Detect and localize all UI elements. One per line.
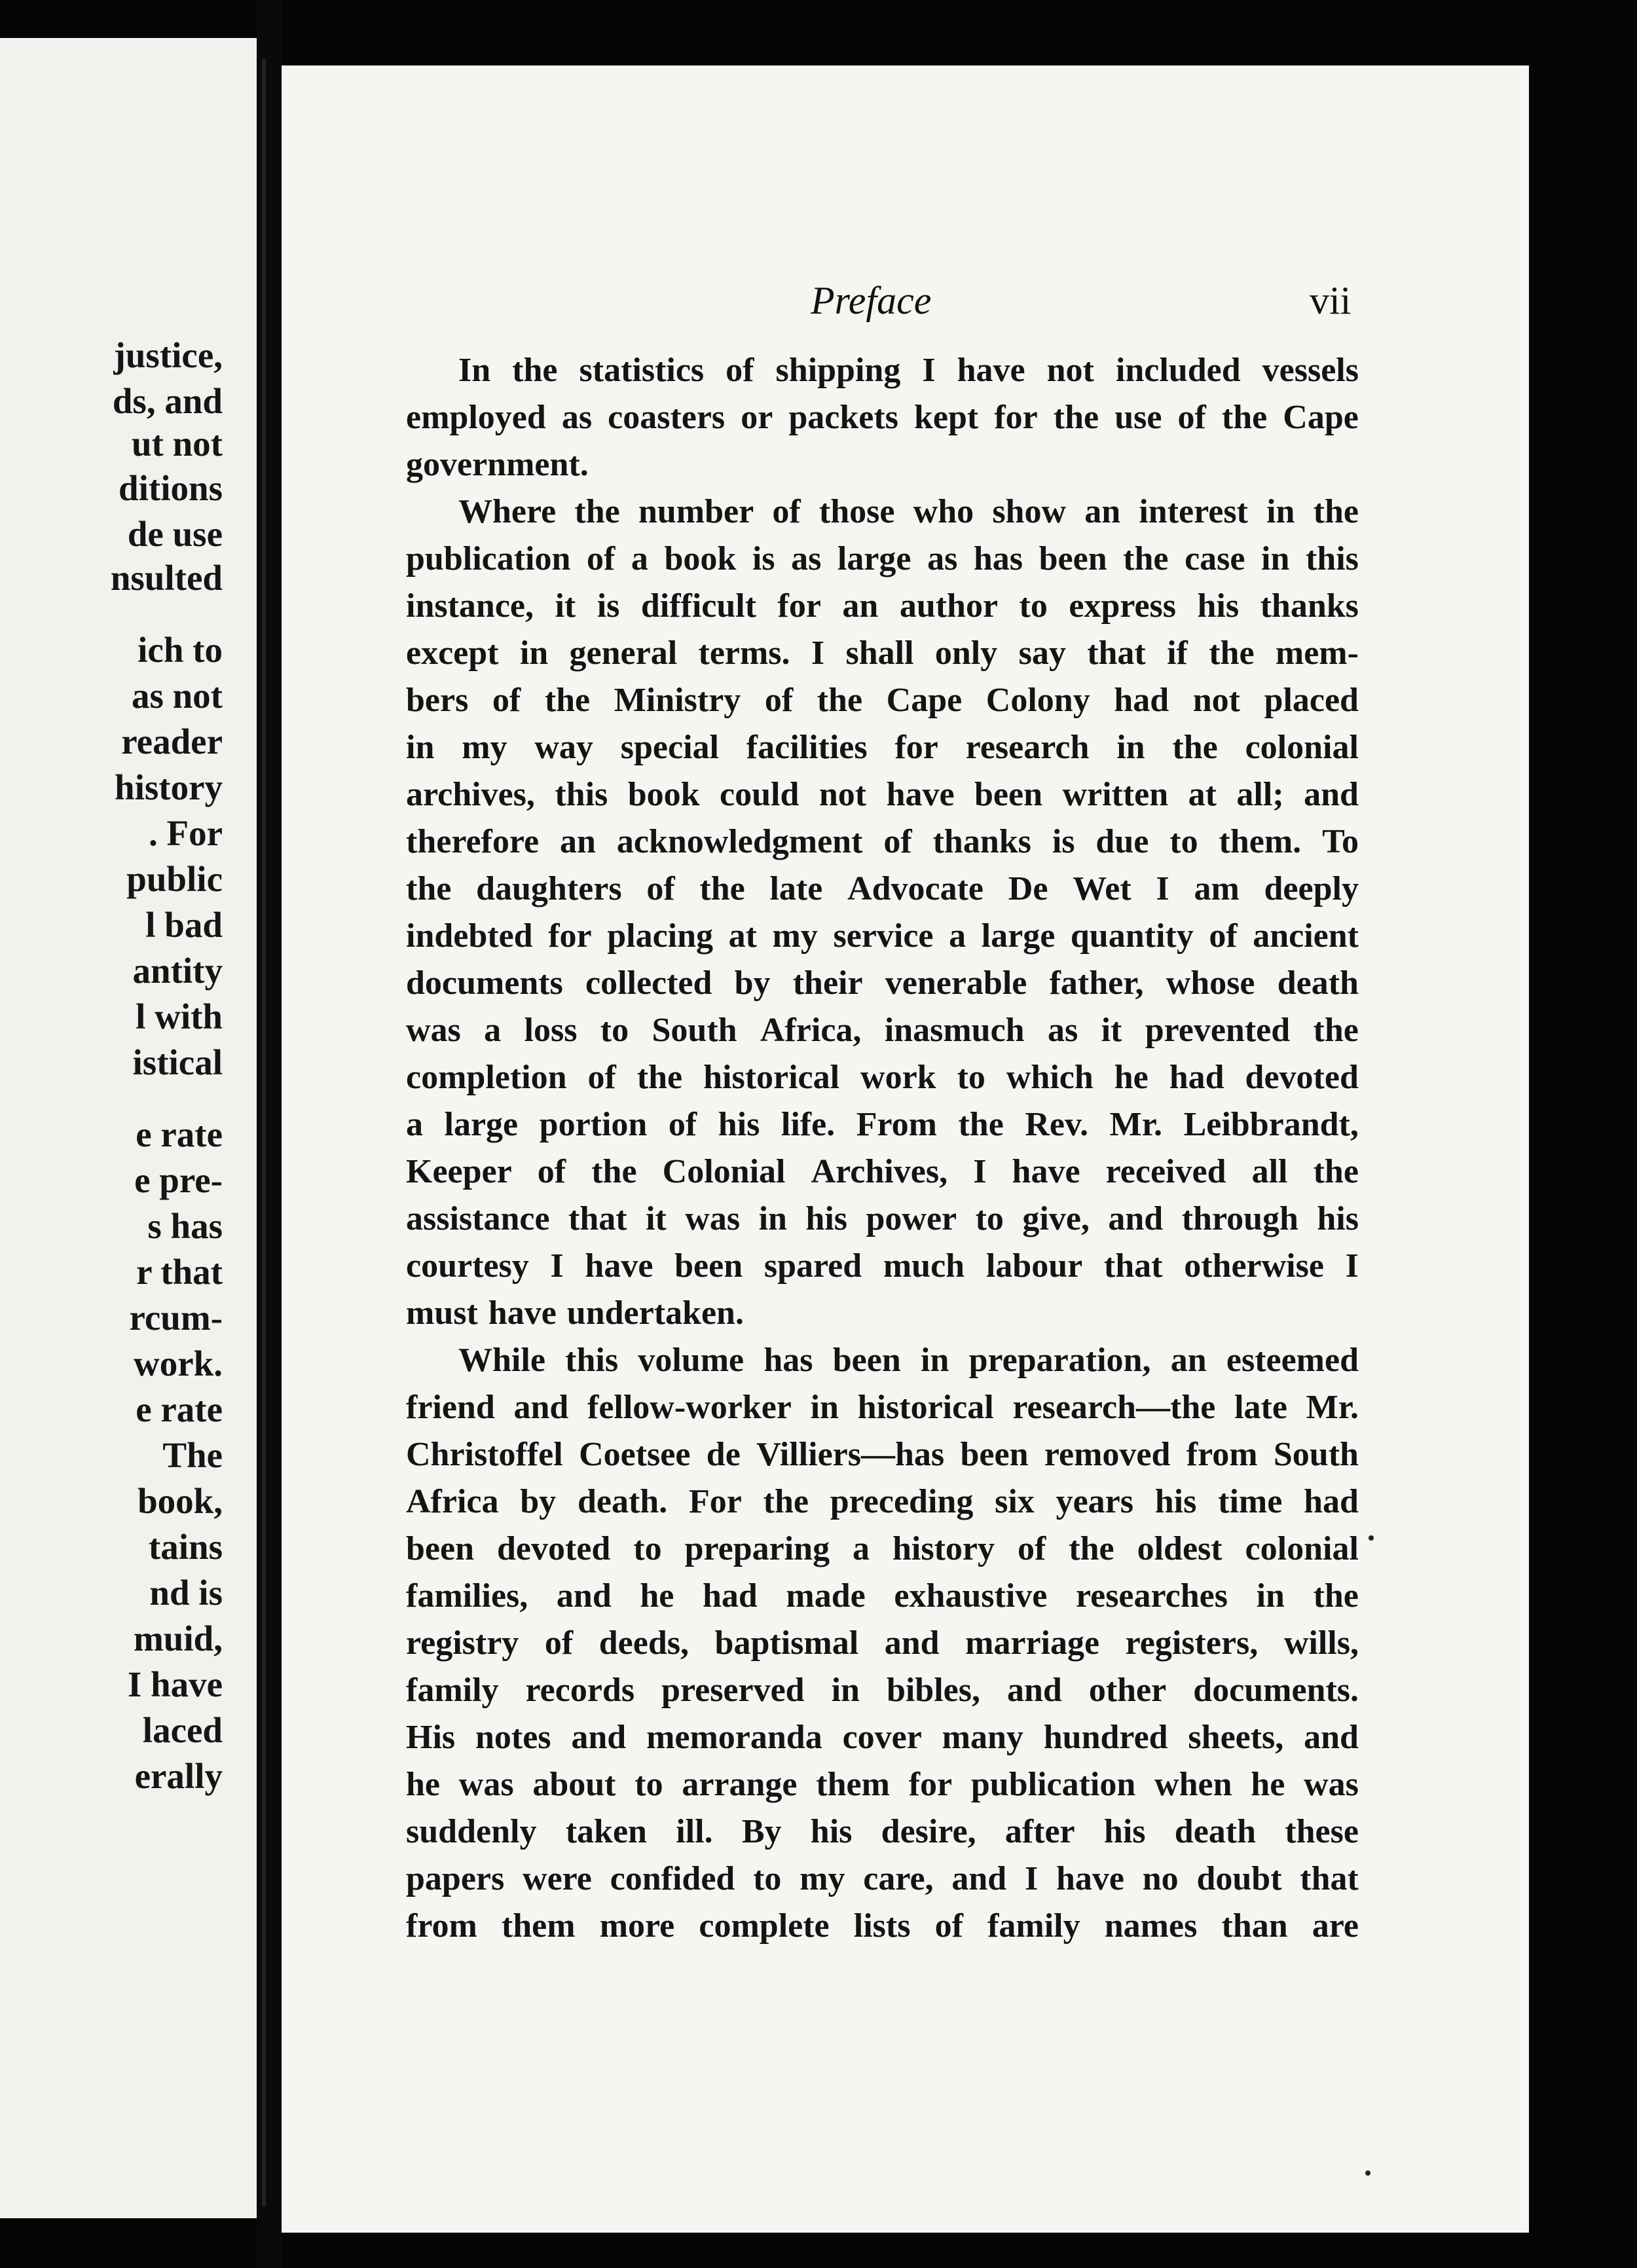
left-page-line: ich to (138, 630, 223, 670)
left-page-line: nsulted (110, 558, 223, 598)
text-line: friend and fellow-worker in historical research—the late Mr. (406, 1389, 1359, 1426)
left-page-line: reader (121, 722, 223, 761)
left-page-line: r that (136, 1252, 223, 1292)
left-page-line: ut not (131, 424, 223, 464)
book-gutter (257, 0, 282, 2268)
main-page (282, 65, 1529, 2233)
left-page-line: de use (127, 514, 223, 554)
paragraph (406, 347, 1359, 488)
text-line: publication of a book is as large as has been the case in this (406, 540, 1359, 577)
text-line: In the statistics of shipping I have not included vessels (458, 352, 1359, 389)
body-text (406, 347, 1359, 1950)
print-speck (1369, 1535, 1374, 1541)
text-line: from them more complete lists of family names than are (406, 1907, 1359, 1945)
text-line: courtesy I have been spared much labour that otherwise I (406, 1247, 1359, 1285)
gutter-edge (262, 59, 266, 2206)
text-line: instance, it is difficult for an author to express his thanks (406, 587, 1359, 625)
left-page-line: work. (134, 1344, 223, 1383)
left-page-line: . For (148, 813, 223, 853)
left-page-line: muid, (133, 1619, 223, 1658)
text-line: a large portion of his life. From the Rev. Mr. Leibbrandt, (406, 1106, 1359, 1143)
text-line: completion of the historical work to which he had devoted (406, 1059, 1359, 1096)
text-line: bers of the Ministry of the Cape Colony had not placed (406, 682, 1359, 719)
left-page-line: erally (134, 1756, 223, 1796)
left-page-line: l bad (145, 905, 223, 945)
print-speck (1365, 2170, 1370, 2176)
left-page-line: justice, (113, 335, 223, 375)
left-page-line: antity (132, 951, 223, 991)
left-page-line: nd is (149, 1573, 223, 1613)
left-page-line: history (115, 767, 223, 807)
text-line: families, and he had made exhaustive researches in the (406, 1577, 1359, 1615)
left-page-line: ds, and (112, 381, 223, 421)
left-page-line: rcum- (129, 1298, 223, 1338)
text-line: assistance that it was in his power to give, and through his (406, 1200, 1359, 1237)
text-line: While this volume has been in preparation, an esteemed (458, 1342, 1359, 1379)
text-line: papers were confided to my care, and I have no doubt that (406, 1860, 1359, 1897)
text-line: therefore an acknowledgment of thanks is due to them. To (406, 823, 1359, 860)
left-page-line: The (162, 1435, 223, 1475)
text-line: government. (406, 446, 589, 483)
left-page-line: e rate (136, 1114, 223, 1154)
page-number: vii (1310, 279, 1352, 322)
text-line: was a loss to South Africa, inasmuch as it prevented the (406, 1012, 1359, 1049)
left-page-text (0, 38, 223, 2218)
text-line: in my way special facilities for research in the colonial (406, 729, 1359, 766)
left-page-line: book, (138, 1481, 223, 1521)
left-page-line: e pre- (134, 1160, 223, 1200)
left-facing-page (0, 38, 257, 2218)
text-line: except in general terms. I shall only say that if the mem- (406, 634, 1359, 672)
left-page-line: istical (132, 1042, 223, 1082)
text-line: documents collected by their venerable father, whose death (406, 964, 1359, 1002)
text-line: employed as coasters or packets kept for the use of the Cape (406, 399, 1359, 436)
left-page-line: laced (142, 1710, 223, 1750)
left-page-line: e rate (136, 1389, 223, 1429)
paragraph (406, 1337, 1359, 1950)
left-page-line: l with (136, 997, 223, 1036)
text-line: must have undertaken. (406, 1294, 744, 1332)
text-line: Africa by death. For the preceding six years his time had (406, 1483, 1359, 1520)
text-line: been devoted to preparing a history of the oldest colonial (406, 1530, 1359, 1567)
text-line: His notes and memoranda cover many hundred sheets, and (406, 1719, 1359, 1756)
left-page-line: as not (131, 676, 223, 716)
paragraph (406, 488, 1359, 1337)
text-line: family records preserved in bibles, and other documents. (406, 1672, 1359, 1709)
text-line: Where the number of those who show an interest in the (458, 493, 1359, 530)
left-page-line: public (126, 859, 223, 899)
text-line: suddenly taken ill. By his desire, after his death these (406, 1813, 1359, 1850)
left-page-line: I have (127, 1664, 223, 1704)
text-line: he was about to arrange them for publication when he was (406, 1766, 1359, 1803)
text-line: Christoffel Coetsee de Villiers—has been removed from South (406, 1436, 1359, 1473)
page-header (282, 278, 1529, 331)
left-page-line: tains (148, 1527, 223, 1567)
left-page-line: ditions (119, 468, 223, 508)
text-line: archives, this book could not have been written at all; and (406, 776, 1359, 813)
text-line: indebted for placing at my service a large quantity of ancient (406, 917, 1359, 955)
text-line: the daughters of the late Advocate De Wet I am deeply (406, 870, 1359, 907)
text-line: registry of deeds, baptismal and marriage registers, wills, (406, 1624, 1359, 1662)
left-page-line: s has (147, 1206, 223, 1246)
running-head: Preface (811, 279, 932, 322)
text-line: Keeper of the Colonial Archives, I have received all the (406, 1153, 1359, 1190)
